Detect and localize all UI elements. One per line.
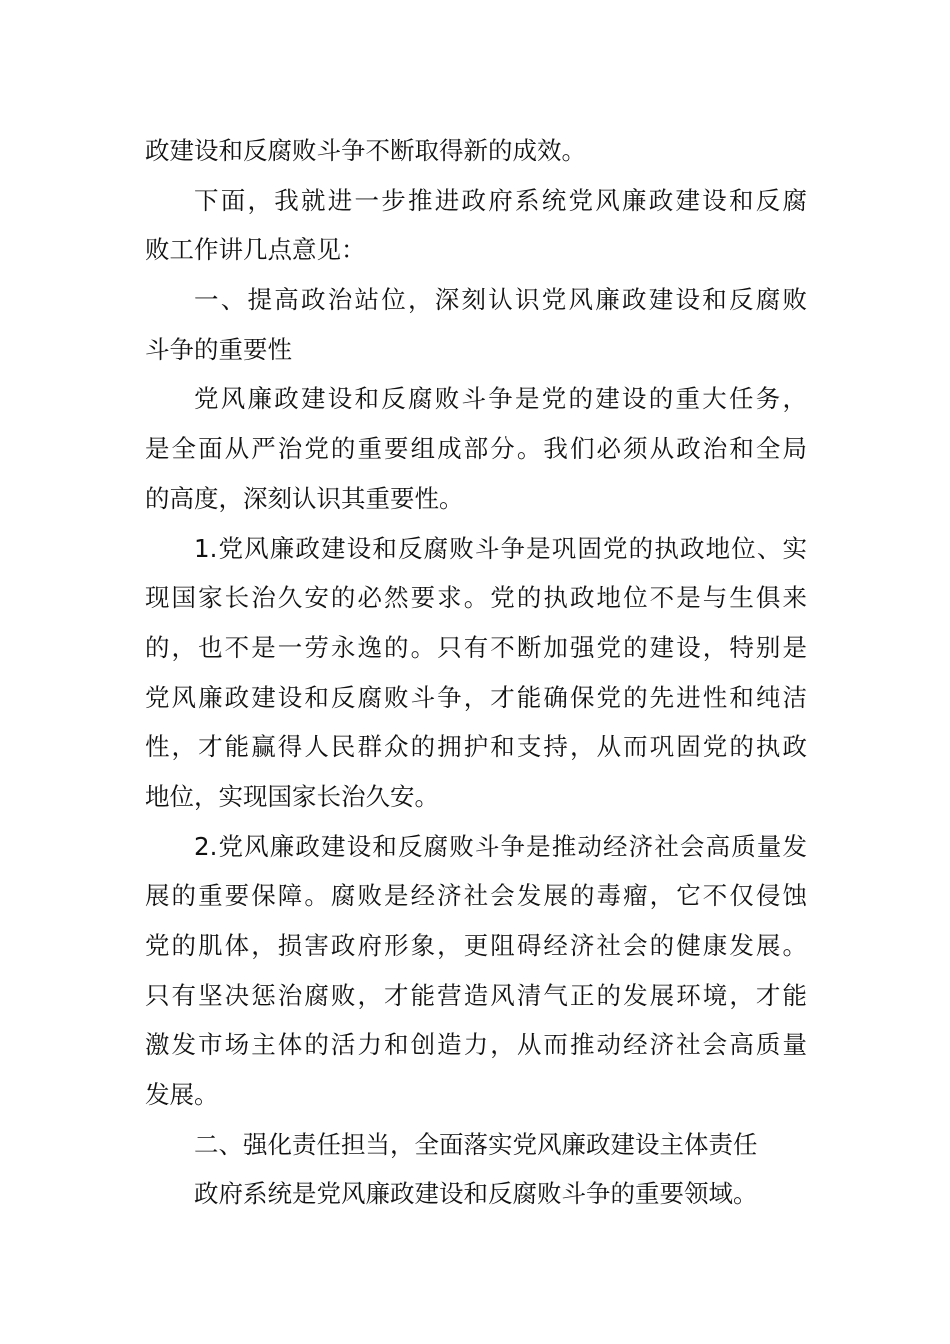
text-line-2: 下面，我就进一步推进政府系统党风廉政建设和反腐 [194,185,807,215]
document-page [145,126,807,1219]
point-2-line-3: 党的肌体，损害政府形象，更阻碍经济社会的健康发展。 [145,931,807,960]
section-heading-1-cont: 斗争的重要性 [145,334,292,364]
section-heading-1: 一、提高政治站位，深刻认识党风廉政建设和反腐败 [194,285,807,315]
point-1-line-1: 1.党风廉政建设和反腐败斗争是巩固党的执政地位、实 [194,533,807,563]
text-line-1: 政建设和反腐败斗争不断取得新的成效。 [145,136,586,165]
section-heading-2: 二、强化责任担当，全面落实党风廉政建设主体责任 [194,1129,758,1159]
text-line-7: 是全面从严治党的重要组成部分。我们必须从政治和全局 [145,434,807,464]
point-2-line-4: 只有坚决惩治腐败，才能营造风清气正的发展环境，才能 [145,980,807,1010]
point-1-line-6: 地位，实现国家长治久安。 [145,781,439,811]
point-2-line-1: 2.党风廉政建设和反腐败斗争是推动经济社会高质量发 [194,831,807,861]
point-1-line-3: 的，也不是一劳永逸的。只有不断加强党的建设，特别是 [145,632,807,662]
point-1-line-5: 性，才能赢得人民群众的拥护和支持，从而巩固党的执政 [145,732,807,762]
point-1-line-4: 党风廉政建设和反腐败斗争，才能确保党的先进性和纯洁 [145,682,807,712]
text-line-6: 党风廉政建设和反腐败斗争是党的建设的重大任务， [194,384,807,414]
point-2-line-6: 发展。 [145,1080,219,1110]
text-line-8: 的高度，深刻认识其重要性。 [145,483,464,513]
text-line-3: 败工作讲几点意见： [145,235,366,265]
point-2-line-2: 展的重要保障。腐败是经济社会发展的毒瘤，它不仅侵蚀 [145,881,807,911]
point-1-line-2: 现国家长治久安的必然要求。党的执政地位不是与生俱来 [145,583,807,613]
text-line-22: 政府系统是党风廉政建设和反腐败斗争的重要领域。 [194,1179,758,1209]
point-2-line-5: 激发市场主体的活力和创造力，从而推动经济社会高质量 [145,1030,807,1060]
